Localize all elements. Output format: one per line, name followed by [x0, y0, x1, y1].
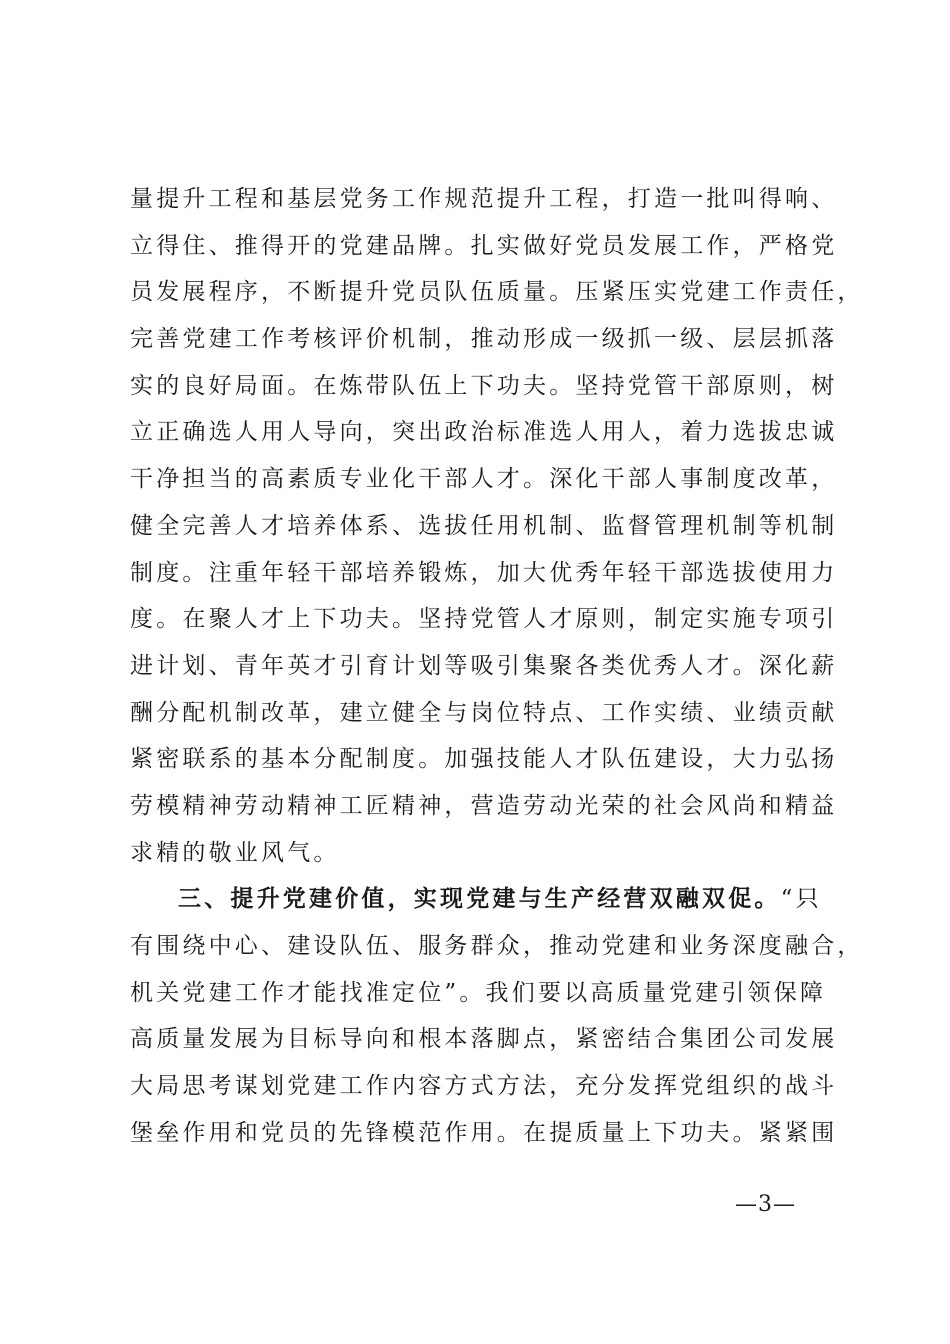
paragraph-1 [130, 176, 864, 876]
text-line: 立得住、推得开的党建品牌。扎实做好党员发展工作，严格党 [130, 232, 838, 259]
text-line: 酬分配机制改革，建立健全与岗位特点、工作实绩、业绩贡献 [130, 699, 838, 726]
page-number: —3— [735, 1192, 796, 1217]
text-line: 求精的敬业风气。 [130, 839, 340, 866]
text-line: 员发展程序，不断提升党员队伍质量。压紧压实党建工作责任， [130, 279, 864, 306]
text-line: 高质量发展为目标导向和根本落脚点，紧密结合集团公司发展 [130, 1026, 838, 1053]
text-line: 度。在聚人才上下功夫。坚持党管人才原则，制定实施专项引 [130, 606, 838, 633]
body-text [130, 176, 864, 1156]
section-heading: 三、提升党建价值，实现党建与生产经营双融双促。 [178, 886, 781, 913]
text-line-rest: “只 [780, 886, 822, 913]
paragraph-2 [130, 876, 864, 1156]
text-line: 实的良好局面。在炼带队伍上下功夫。坚持党管干部原则，树 [130, 372, 838, 399]
text-line: 制度。注重年轻干部培养锻炼，加大优秀年轻干部选拔使用力 [130, 559, 838, 586]
text-line: 大局思考谋划党建工作内容方式方法，充分发挥党组织的战斗 [130, 1073, 838, 1100]
text-line: 立正确选人用人导向，突出政治标准选人用人，着力选拔忠诚 [130, 419, 838, 446]
text-line: 完善党建工作考核评价机制，推动形成一级抓一级、层层抓落 [130, 326, 838, 353]
text-line: 劳模精神劳动精神工匠精神，营造劳动光荣的社会风尚和精益 [130, 792, 838, 819]
text-line: 机关党建工作才能找准定位”。我们要以高质量党建引领保障 [130, 979, 827, 1006]
text-line: 干净担当的高素质专业化干部人才。深化干部人事制度改革， [130, 466, 838, 493]
text-line: 有围绕中心、建设队伍、服务群众，推动党建和业务深度融合， [130, 933, 864, 959]
text-line: 堡垒作用和党员的先锋模范作用。在提质量上下功夫。紧紧围 [130, 1119, 838, 1146]
text-line: 健全完善人才培养体系、选拔任用机制、监督管理机制等机制 [130, 512, 838, 539]
text-line: 紧密联系的基本分配制度。加强技能人才队伍建设，大力弘扬 [130, 746, 838, 773]
text-line: 进计划、青年英才引育计划等吸引集聚各类优秀人才。深化薪 [130, 652, 838, 679]
text-line: 量提升工程和基层党务工作规范提升工程，打造一批叫得响、 [130, 186, 838, 212]
section-heading-line [130, 876, 830, 923]
